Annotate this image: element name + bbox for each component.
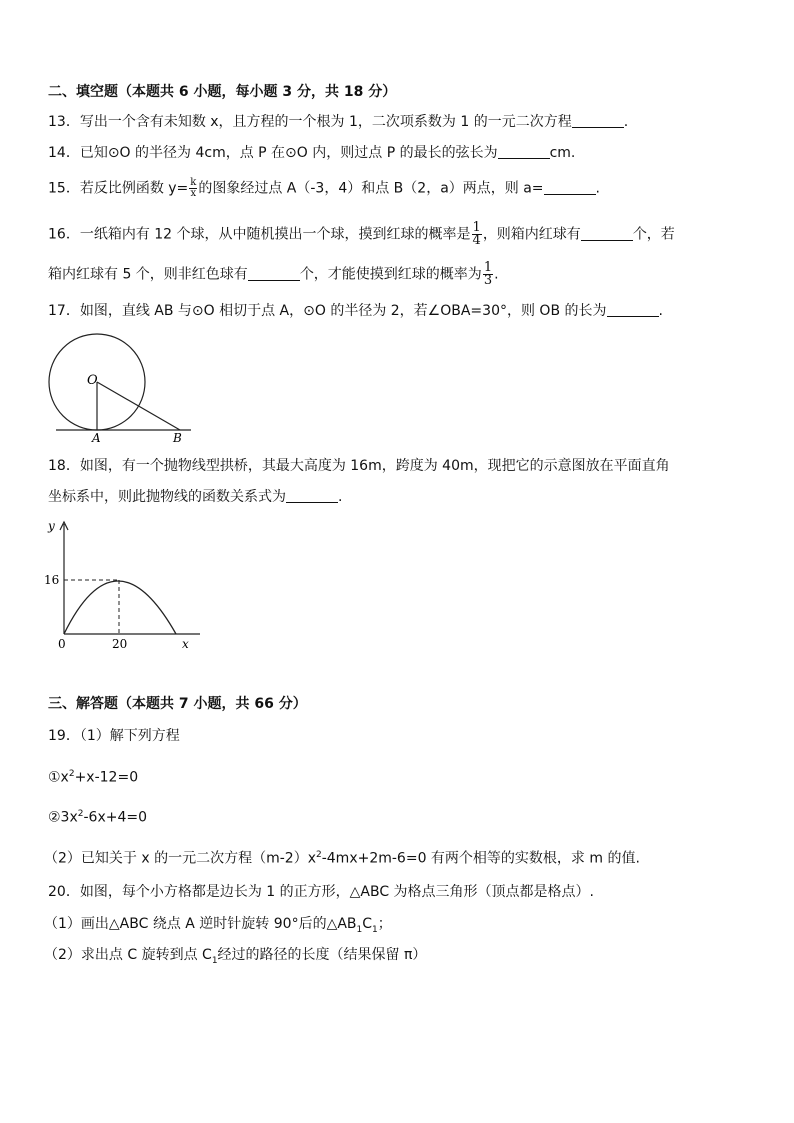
question-17: 17．如图，直线 AB 与⊙O 相切于点 A，⊙O 的半径为 2，若∠OBA=30°，则 OB 的长为 . xyxy=(48,303,663,319)
q20-p1-sub1: 1 xyxy=(356,924,363,935)
q18-text-a: 18．如图，有一个抛物线型拱桥，其最大高度为 16m，跨度为 40m，现把它的示意图放在平面直角 xyxy=(48,458,670,474)
fraction-numerator: 1 xyxy=(483,260,493,275)
q20-p2-b: 经过的路径的长度（结果保留 π） xyxy=(217,947,427,963)
answer-blank xyxy=(286,488,338,503)
label-16: 16 xyxy=(44,573,60,587)
q20-p1-a: （1）画出△ABC 绕点 A 逆时针旋转 90°后的△AB xyxy=(44,916,357,932)
q19-p2-b: -4mx+2m-6=0 有两个相等的实数根，求 m 的值. xyxy=(321,850,640,867)
question-19-part2 xyxy=(44,845,640,869)
q19-eq2-exp: 2 xyxy=(77,809,84,819)
question-16-line2: 箱内红球有 5 个，则非红色球有 个，才能使摸到红球的概率为 $\frac{1}{3}$ . xyxy=(48,260,499,288)
figure-circle-tangent xyxy=(46,330,206,446)
segment-ob xyxy=(97,382,180,430)
question-19-eq2 xyxy=(48,804,147,828)
q20-p1-sub2: 1 xyxy=(372,924,378,935)
fraction-denominator: 3 xyxy=(483,273,493,288)
answer-blank xyxy=(544,180,596,195)
question-19-eq1 xyxy=(48,764,138,788)
q16-text-b: ，则箱内红球有 xyxy=(482,226,581,243)
label-o: O xyxy=(87,373,98,388)
q15-text-a: 15．若反比例函数 y= xyxy=(48,180,189,197)
q14-text: 14．已知⊙O 的半径为 4cm，点 P 在⊙O 内，则过点 P 的最长的弦长为 xyxy=(48,145,498,161)
question-18-line1 xyxy=(48,456,670,476)
q19-eq1-exp: 2 xyxy=(68,769,75,779)
q19-eq2-a: ②3x xyxy=(48,809,78,826)
question-20-part1 xyxy=(44,914,392,940)
section-answer-title: 三、解答题（本题共 7 小题，共 66 分） xyxy=(48,696,307,712)
q20-p2-a: （2）求出点 C 旋转到点 C xyxy=(44,947,212,963)
answer-blank xyxy=(572,113,624,128)
parabola-curve xyxy=(64,581,176,634)
q20-p2-sub: 1 xyxy=(211,955,218,966)
question-15: 15．若反比例函数 y= $\frac{k}{x}$ 的图象经过点 A（-3，4）和点 B（2，a）两点，则 a= . xyxy=(48,177,600,199)
question-14 xyxy=(48,143,575,163)
q19-eq1-b: +x-12=0 xyxy=(74,769,139,786)
answer-blank xyxy=(498,144,550,159)
q18-text-b: 坐标系中，则此抛物线的函数关系式为 xyxy=(48,489,286,505)
label-y: y xyxy=(48,519,55,533)
question-20-part2 xyxy=(44,945,426,971)
q16-text-a: 16．一纸箱内有 12 个球，从中随机摸出一个球，摸到红球的概率是 xyxy=(48,226,471,243)
question-19-head: 19．（1）解下列方程 xyxy=(48,728,180,744)
q19-eq1-a: ①x xyxy=(48,769,69,786)
label-a: A xyxy=(92,431,101,445)
fraction-denominator: x xyxy=(190,188,197,199)
q20-p1-b: C xyxy=(362,916,373,932)
q19-p2-a: （2）已知关于 x 的一元二次方程（m-2）x xyxy=(44,850,316,867)
fraction-denominator: 4 xyxy=(472,233,481,248)
q15-text-b: 的图象经过点 A（-3，4）和点 B（2，a）两点，则 a= xyxy=(198,180,544,197)
question-18-line2: 坐标系中，则此抛物线的函数关系式为 . xyxy=(48,489,343,505)
answer-blank xyxy=(607,302,659,317)
q16-text-c: 个，若 xyxy=(632,226,675,243)
q19-eq2-b: -6x+4=0 xyxy=(83,809,148,826)
fraction-k-over-x xyxy=(189,178,197,199)
fraction-one-third xyxy=(483,262,493,287)
answer-blank xyxy=(248,266,300,281)
label-origin: 0 xyxy=(58,637,66,651)
q13-text: 13．写出一个含有未知数 x，且方程的一个根为 1，二次项系数为 1 的一元二次方程 xyxy=(48,114,572,130)
fraction-one-quarter xyxy=(472,222,482,247)
label-b: B xyxy=(173,431,182,445)
q16-text-e: 个，才能使摸到红球的概率为 xyxy=(299,266,482,283)
answer-blank xyxy=(581,226,633,241)
question-20-head: 20．如图，每个小方格都是边长为 1 的正方形，△ABC 为格点三角形（顶点都是格点）. xyxy=(48,884,594,900)
figure-parabola-arch xyxy=(40,518,210,653)
label-x: x xyxy=(182,637,189,651)
q20-p1-c: ； xyxy=(377,916,392,932)
question-13: 13．写出一个含有未知数 x，且方程的一个根为 1，二次项系数为 1 的一元二次方程 . xyxy=(48,114,629,130)
q14-unit: cm. xyxy=(549,145,576,161)
fraction-numerator: 1 xyxy=(472,220,481,235)
q19-p2-exp: 2 xyxy=(315,850,322,860)
question-16-line1 xyxy=(48,222,675,247)
q17-text: 17．如图，直线 AB 与⊙O 相切于点 A，⊙O 的半径为 2，若∠OBA=30°，则 OB 的长为 xyxy=(48,303,607,319)
fraction-numerator: k xyxy=(190,177,197,188)
label-20: 20 xyxy=(112,637,128,651)
section-fill-title: 二、填空题（本题共 6 小题，每小题 3 分，共 18 分） xyxy=(48,84,397,100)
q16-text-d: 箱内红球有 5 个，则非红色球有 xyxy=(48,266,248,283)
